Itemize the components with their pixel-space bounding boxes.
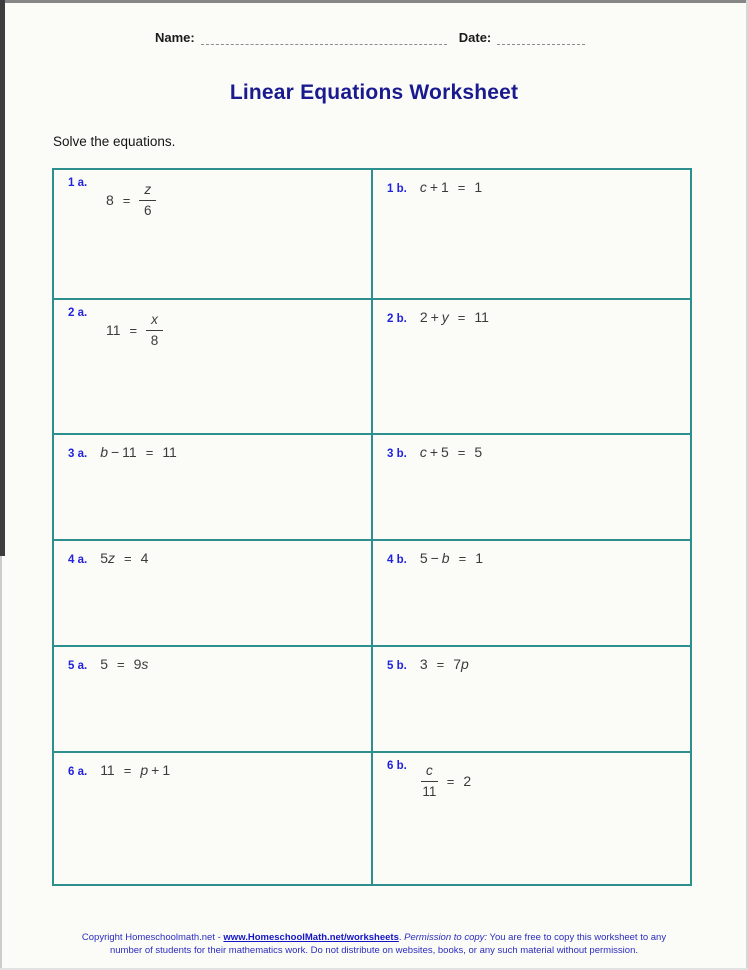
- operator: −: [110, 444, 120, 460]
- name-date-row: [155, 30, 585, 45]
- fraction-numerator: z: [139, 182, 156, 201]
- problem-cell-4a: [54, 541, 373, 647]
- operator: +: [151, 762, 160, 778]
- problem-number: 6 b.: [387, 760, 407, 772]
- after-link-text: .: [398, 932, 405, 943]
- equation: [100, 656, 148, 672]
- number: 11: [122, 444, 137, 460]
- problem-cell-3a: [54, 435, 373, 541]
- footer-line1-rest: You are free to copy this worksheet to any: [487, 932, 667, 943]
- variable: z: [107, 550, 115, 566]
- equation: [106, 312, 163, 348]
- number: 5: [100, 550, 108, 566]
- variable: c: [419, 179, 427, 195]
- equation-wrapper: [106, 182, 371, 218]
- number: 3: [419, 656, 428, 672]
- variable: s: [141, 656, 149, 672]
- equation: [100, 550, 148, 566]
- problem-cell-4b: [373, 541, 690, 647]
- number: 11: [100, 762, 115, 778]
- equation-wrapper: [106, 312, 371, 348]
- problems-grid: [52, 168, 692, 886]
- equals-sign: =: [436, 656, 445, 672]
- variable: b: [100, 444, 108, 460]
- problem-number: 6 a.: [68, 766, 88, 778]
- operator: −: [430, 550, 439, 566]
- equals-sign: =: [457, 179, 466, 195]
- fraction: [139, 182, 156, 218]
- variable: c: [419, 444, 427, 460]
- scan-edge-left-lower: [0, 556, 2, 970]
- page-title: Linear Equations Worksheet: [229, 81, 519, 104]
- equation: [420, 550, 483, 566]
- problem-cell-5a: [54, 647, 373, 753]
- number: 1: [474, 179, 483, 195]
- problem-cell-2b: [373, 300, 690, 435]
- equals-sign: =: [122, 192, 131, 208]
- name-blank-line: [201, 31, 447, 45]
- operator: +: [429, 444, 438, 460]
- variable: p: [140, 762, 149, 778]
- problem-number: 5 b.: [387, 660, 407, 672]
- variable: y: [441, 309, 449, 325]
- equals-sign: =: [129, 322, 138, 338]
- number: 2: [419, 309, 428, 325]
- footer: [60, 931, 688, 957]
- number: 5: [419, 550, 428, 566]
- operator: +: [429, 179, 438, 195]
- equals-sign: =: [446, 773, 455, 789]
- problem-cell-5b: [373, 647, 690, 753]
- fraction-denominator: 8: [150, 332, 159, 348]
- equals-sign: =: [123, 550, 132, 566]
- problem-number: 1 a.: [68, 177, 88, 189]
- equals-sign: =: [116, 656, 125, 672]
- equation: [420, 444, 482, 460]
- number: 8: [106, 192, 114, 209]
- equals-sign: =: [458, 550, 467, 566]
- date-blank-line: [497, 31, 585, 45]
- variable: b: [441, 550, 450, 566]
- name-label: Name:: [155, 30, 195, 45]
- equation: [420, 656, 469, 672]
- fraction-denominator: 11: [422, 783, 437, 799]
- number: 1: [475, 550, 483, 566]
- equation: [106, 182, 156, 218]
- instructions-text: Solve the equations.: [53, 134, 176, 149]
- equation: [100, 762, 170, 778]
- problem-number: 3 a.: [68, 448, 88, 460]
- number: 11: [474, 309, 489, 325]
- equals-sign: =: [457, 444, 466, 460]
- scan-edge-top: [0, 0, 748, 3]
- equation: [420, 179, 482, 195]
- worksheets-link[interactable]: www.HomeschoolMath.net/worksheets: [223, 932, 399, 943]
- problem-cell-6a: [54, 753, 373, 884]
- problem-cell-3b: [373, 435, 690, 541]
- permission-italic: Permission to copy:: [404, 932, 488, 943]
- problem-cell-1a: [54, 170, 373, 300]
- number: 2: [463, 773, 472, 790]
- number: 7: [453, 656, 461, 672]
- number: 5: [100, 656, 108, 672]
- copyright-text: Copyright Homeschoolmath.net -: [81, 932, 224, 943]
- number: 11: [162, 444, 177, 460]
- problem-number: 2 b.: [387, 313, 407, 325]
- problem-number: 1 b.: [387, 183, 407, 195]
- number: 1: [441, 179, 449, 195]
- fraction: [421, 763, 438, 799]
- problem-number: 4 a.: [68, 554, 88, 566]
- problem-number: 5 a.: [68, 660, 88, 672]
- equation-wrapper: [421, 762, 690, 799]
- fraction-numerator: x: [146, 312, 163, 331]
- problem-number: 3 b.: [387, 448, 407, 460]
- problem-cell-1b: [373, 170, 690, 300]
- problem-number: 2 a.: [68, 307, 88, 319]
- number: 11: [106, 322, 121, 339]
- equation: [421, 763, 471, 799]
- equals-sign: =: [145, 444, 154, 460]
- number: 4: [140, 550, 149, 566]
- fraction: [146, 312, 163, 348]
- problem-number: 4 b.: [387, 554, 407, 566]
- equals-sign: =: [457, 309, 466, 325]
- equation: [100, 444, 177, 460]
- variable: p: [461, 656, 469, 672]
- number: 9: [133, 656, 142, 672]
- equals-sign: =: [123, 762, 132, 778]
- problem-cell-2a: [54, 300, 373, 435]
- problem-cell-6b: [373, 753, 690, 884]
- fraction-denominator: 6: [144, 202, 152, 218]
- footer-line2: number of students for their mathematics work. Do not distribute on websites, books, or any such material without permission.: [109, 945, 638, 956]
- equation: [420, 309, 489, 325]
- number: 5: [474, 444, 483, 460]
- fraction-numerator: c: [421, 763, 438, 782]
- number: 1: [162, 762, 171, 778]
- number: 5: [441, 444, 449, 460]
- date-label: Date:: [458, 30, 492, 45]
- operator: +: [430, 309, 439, 325]
